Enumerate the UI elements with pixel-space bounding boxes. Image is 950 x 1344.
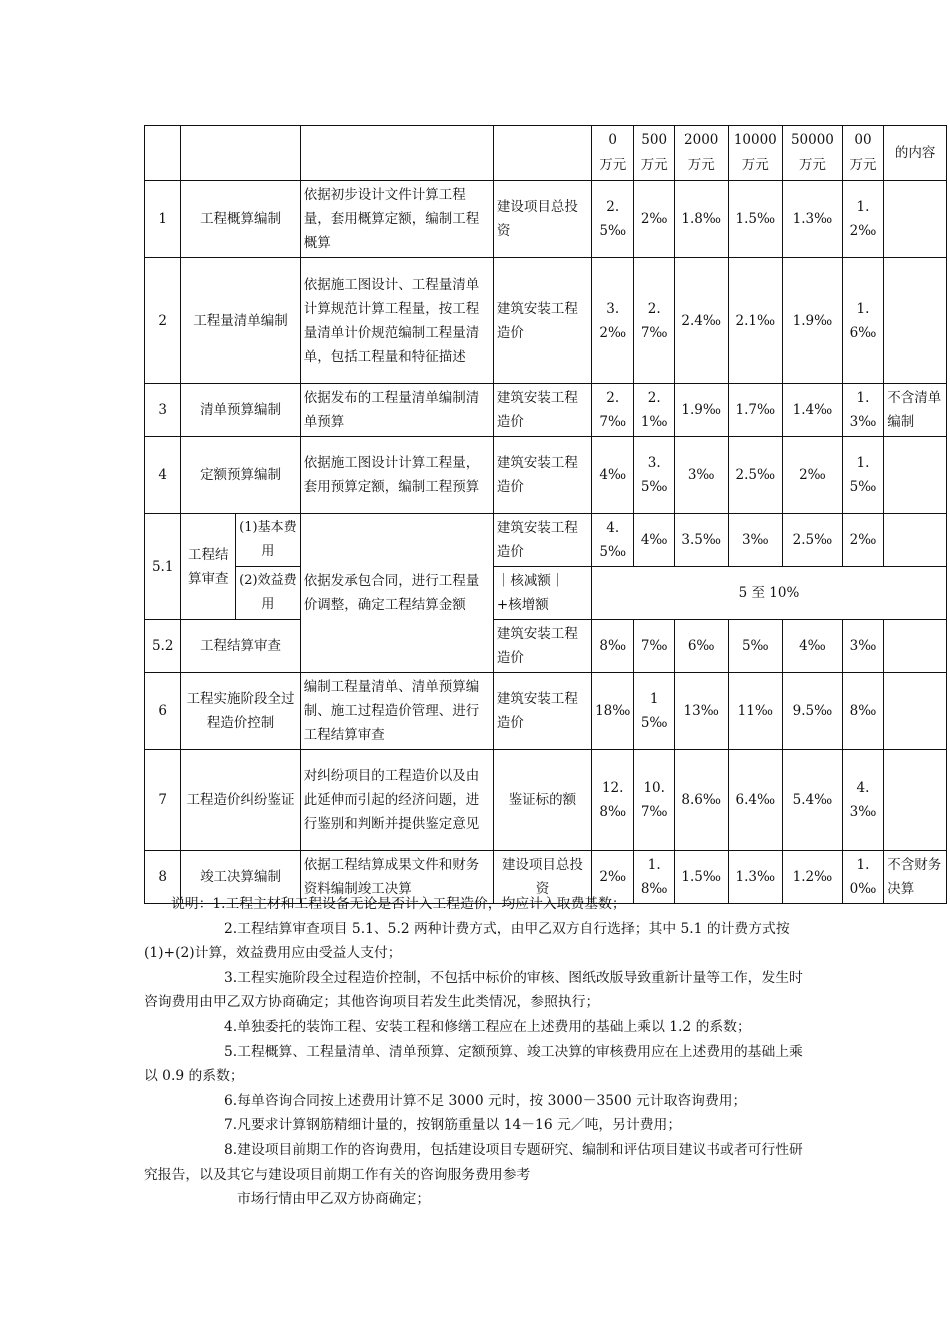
- rate-tier-1: 12.8‰: [591, 750, 633, 851]
- note-item: 6.每单咨询合同按上述费用计算不足 3000 元时，按 3000－3500 元计取咨询费用；: [224, 1092, 747, 1109]
- rate-tier-1: 8‰: [591, 620, 633, 673]
- rate-tier-2: 10.7‰: [634, 750, 674, 851]
- rate-tier-1: 2.7‰: [591, 384, 633, 437]
- row-basis: 建设项目总投资: [493, 181, 591, 258]
- rate-tier-6: 1.5‰: [842, 437, 883, 514]
- rate-tier-5: 2.5‰: [783, 514, 843, 567]
- rate-tier-2: 15‰: [634, 673, 674, 750]
- row-no: 3: [145, 384, 181, 437]
- rate-tier-3: 3‰: [674, 437, 728, 514]
- table-row: [145, 514, 947, 567]
- rate-tier-4: 2.5‰: [728, 437, 783, 514]
- row-note: [884, 514, 947, 567]
- table-row: [145, 673, 947, 750]
- row-no: 4: [145, 437, 181, 514]
- rate-tier-5: 9.5‰: [783, 673, 843, 750]
- rate-tier-5: 1.3‰: [783, 181, 843, 258]
- rate-tier-2: 2‰: [634, 181, 674, 258]
- row-item: 定额预算编制: [181, 437, 300, 514]
- table-header-row: [145, 126, 947, 181]
- row-basis: 建设项目总投资: [493, 851, 591, 904]
- header-tier-6: 00 万元: [842, 126, 883, 181]
- row-no: 2: [145, 258, 181, 384]
- note-item: 5.工程概算、工程量清单、清单预算、定额预算、竣工决算的审核费用应在上述费用的基础上乘以 0.9 的系数；: [144, 1043, 803, 1085]
- rate-tier-4: 3‰: [728, 514, 783, 567]
- row-desc: 编制工程量清单、清单预算编制、施工过程造价管理、进行工程结算审查: [300, 673, 493, 750]
- rate-tier-5: 5.4‰: [783, 750, 843, 851]
- row-basis: 建筑安装工程造价: [493, 258, 591, 384]
- row-note: [884, 181, 947, 258]
- table-row: [145, 384, 947, 437]
- rate-tier-3: 1.8‰: [674, 181, 728, 258]
- row-note: 不含清单编制: [884, 384, 947, 437]
- row-desc: 依据施工图设计计算工程量，套用预算定额，编制工程预算: [300, 437, 493, 514]
- header-tier-2: 500 万元: [634, 126, 674, 181]
- row-item: 工程结算审查: [181, 514, 236, 620]
- note-item: 2.工程结算审查项目 5.1、5.2 两种计费方式，由甲乙双方自行选择；其中 5.1 的计费方式按(1)+(2)计算，效益费用应由受益人支付；: [144, 920, 790, 962]
- rate-tier-1: 4‰: [591, 437, 633, 514]
- row-no: 6: [145, 673, 181, 750]
- row-basis: ｜核减额｜+核增额: [493, 567, 591, 620]
- row-desc: 对纠纷项目的工程造价以及由此延伸而引起的经济问题，进行鉴别和判断并提供鉴定意见: [300, 750, 493, 851]
- row-no: 8: [145, 851, 181, 904]
- rate-tier-3: 13‰: [674, 673, 728, 750]
- rate-tier-1: 4.5‰: [591, 514, 633, 567]
- rate-tier-1: 3.2‰: [591, 258, 633, 384]
- row-item: 工程概算编制: [181, 181, 300, 258]
- rate-tier-3: 1.5‰: [674, 851, 728, 904]
- rate-tier-5: 1.2‰: [783, 851, 843, 904]
- table-row: [145, 258, 947, 384]
- row-note: [884, 437, 947, 514]
- row-item: 竣工决算编制: [181, 851, 300, 904]
- row-desc: 依据工程结算成果文件和财务资料编制竣工决算: [300, 851, 493, 904]
- row-no: 1: [145, 181, 181, 258]
- rate-tier-4: 6.4‰: [728, 750, 783, 851]
- rate-tier-6: 4.3‰: [842, 750, 883, 851]
- row-desc: 依据发布的工程量清单编制清单预算: [300, 384, 493, 437]
- rate-benefit-fee: 5 至 10%: [591, 567, 946, 620]
- rate-tier-3: 6‰: [674, 620, 728, 673]
- rate-tier-5: 4‰: [783, 620, 843, 673]
- row-item: 清单预算编制: [181, 384, 300, 437]
- rate-tier-5: 1.9‰: [783, 258, 843, 384]
- rate-tier-6: 3‰: [842, 620, 883, 673]
- header-tier-1: 0 万元: [591, 126, 633, 181]
- rate-tier-6: 8‰: [842, 673, 883, 750]
- table-row: [145, 181, 947, 258]
- table-row: [145, 620, 947, 673]
- row-note: [884, 620, 947, 673]
- table-row: [145, 567, 947, 620]
- header-note: 的内容: [884, 126, 947, 181]
- row-note: [884, 750, 947, 851]
- sub-item-basic-fee: (1)基本费用: [236, 514, 301, 567]
- header-basis: [493, 126, 591, 181]
- note-item: 4.单独委托的装饰工程、安装工程和修缮工程应在上述费用的基础上乘以 1.2 的系数；: [224, 1018, 751, 1035]
- rate-tier-5: 2‰: [783, 437, 843, 514]
- header-tier-5: 50000 万元: [783, 126, 843, 181]
- note-item: 3.工程实施阶段全过程造价控制，不包括中标价的审核、图纸改版导致重新计量等工作，发生时咨询费用由甲乙双方协商确定；其他咨询项目若发生此类情况，参照执行；: [144, 969, 803, 1011]
- row-item: 工程造价纠纷鉴证: [181, 750, 300, 851]
- row-no: 7: [145, 750, 181, 851]
- rate-tier-4: 5‰: [728, 620, 783, 673]
- rate-tier-1: 2.5‰: [591, 181, 633, 258]
- rate-tier-3: 8.6‰: [674, 750, 728, 851]
- row-item: 工程量清单编制: [181, 258, 300, 384]
- row-basis: 建筑安装工程造价: [493, 384, 591, 437]
- row-item: 工程结算审查: [181, 620, 300, 673]
- rate-tier-4: 2.1‰: [728, 258, 783, 384]
- row-basis: 建筑安装工程造价: [493, 673, 591, 750]
- rate-tier-2: 1.8‰: [634, 851, 674, 904]
- row-basis: 建筑安装工程造价: [493, 620, 591, 673]
- table-row: [145, 437, 947, 514]
- header-item: [181, 126, 300, 181]
- rate-tier-2: 7‰: [634, 620, 674, 673]
- rate-tier-4: 11‰: [728, 673, 783, 750]
- header-tier-4: 10000 万元: [728, 126, 783, 181]
- row-no: 5.2: [145, 620, 181, 673]
- note-item: 8.建设项目前期工作的咨询费用，包括建设项目专题研究、编制和评估项目建议书或者可行性研究报告，以及其它与建设项目前期工作有关的咨询服务费用参考: [144, 1141, 803, 1183]
- row-desc: 依据发承包合同，进行工程量价调整，确定工程结算金额: [300, 514, 493, 673]
- fee-table: [144, 125, 947, 904]
- rate-tier-3: 1.9‰: [674, 384, 728, 437]
- rate-tier-3: 2.4‰: [674, 258, 728, 384]
- rate-tier-1: 18‰: [591, 673, 633, 750]
- rate-tier-4: 1.5‰: [728, 181, 783, 258]
- note-item: 7.凡要求计算钢筋精细计量的，按钢筋重量以 14－16 元／吨，另计费用；: [224, 1117, 682, 1134]
- rate-tier-6: 1.6‰: [842, 258, 883, 384]
- row-item: 工程实施阶段全过程造价控制: [181, 673, 300, 750]
- row-basis: 建筑安装工程造价: [493, 514, 591, 567]
- rate-tier-2: 4‰: [634, 514, 674, 567]
- header-tier-3: 2000 万元: [674, 126, 728, 181]
- row-note: [884, 258, 947, 384]
- note-item: 说明：1.工程主材和工程设备无论是否计入工程造价，均应计入取费基数；: [171, 896, 626, 912]
- row-note: [884, 673, 947, 750]
- rate-tier-5: 1.4‰: [783, 384, 843, 437]
- table-row: [145, 750, 947, 851]
- row-no: 5.1: [145, 514, 181, 620]
- rate-tier-6: 1.2‰: [842, 181, 883, 258]
- rate-tier-2: 2.1‰: [634, 384, 674, 437]
- row-desc: 依据施工图设计、工程量清单计算规范计算工程量，按工程量清单计价规范编制工程量清单，包括工程量和特征描述: [300, 258, 493, 384]
- rate-tier-3: 3.5‰: [674, 514, 728, 567]
- rate-tier-1: 2‰: [591, 851, 633, 904]
- rate-tier-4: 1.3‰: [728, 851, 783, 904]
- rate-tier-4: 1.7‰: [728, 384, 783, 437]
- rate-tier-6: 2‰: [842, 514, 883, 567]
- rate-tier-2: 3.5‰: [634, 437, 674, 514]
- rate-tier-6: 1.0‰: [842, 851, 883, 904]
- rate-tier-2: 2.7‰: [634, 258, 674, 384]
- header-no: [145, 126, 181, 181]
- notes-section: [144, 892, 804, 1212]
- rate-tier-6: 1.3‰: [842, 384, 883, 437]
- note-item: 市场行情由甲乙双方协商确定；: [237, 1191, 431, 1208]
- header-desc: [300, 126, 493, 181]
- row-desc: 依据初步设计文件计算工程量，套用概算定额，编制工程概算: [300, 181, 493, 258]
- sub-item-benefit-fee: (2)效益费用: [236, 567, 301, 620]
- row-basis: 建筑安装工程造价: [493, 437, 591, 514]
- row-basis: 鉴证标的额: [493, 750, 591, 851]
- row-note: 不含财务决算: [884, 851, 947, 904]
